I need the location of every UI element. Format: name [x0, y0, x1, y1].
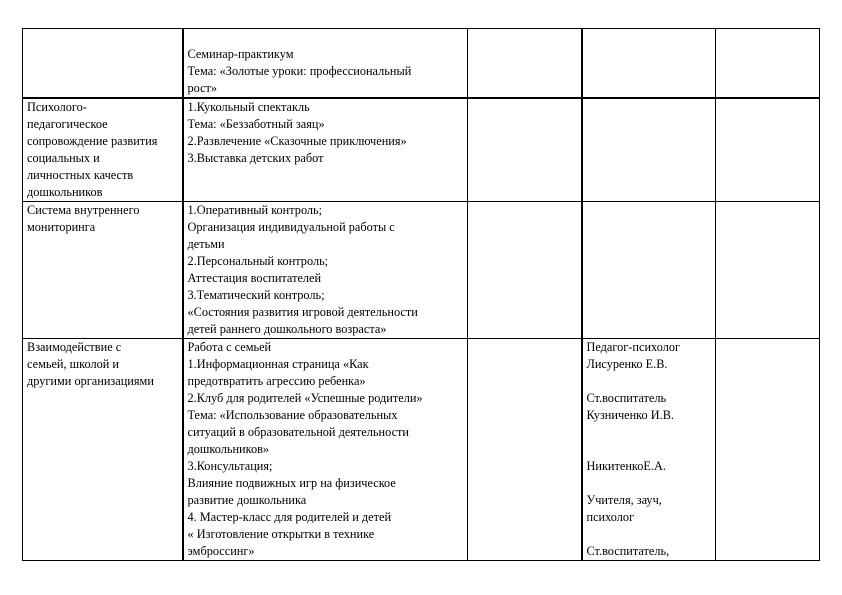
table-row — [23, 202, 820, 339]
cell-text-line — [587, 526, 714, 543]
empty-cell — [716, 29, 820, 99]
plan-table — [22, 28, 820, 561]
cell-text-line: Тема: «Использование образовательных — [187, 408, 398, 422]
content-cell — [183, 202, 468, 339]
cell-text-line: 2.Персональный контроль; — [187, 254, 329, 268]
table-row — [23, 29, 820, 99]
cell-text-line: 4. Мастер-класс для родителей и детей — [187, 510, 392, 524]
content-cell — [183, 29, 468, 99]
cell-text-line: 2.Развлечение «Сказочные приключения» — [187, 134, 407, 148]
cell-text-line: сопровождение развития — [27, 134, 158, 148]
cell-text-line: личностных качеств — [27, 168, 134, 182]
content-cell — [183, 339, 468, 561]
empty-cell — [716, 339, 820, 561]
cell-text-line: 2.Клуб для родителей «Успешные родители» — [187, 391, 423, 405]
responsible-cell — [582, 202, 716, 339]
cell-text-line: детьми — [187, 237, 225, 251]
cell-text-line: семьей, школой и — [27, 357, 119, 371]
cell-text-line: НикитенкоЕ.А. — [586, 459, 666, 473]
empty-cell — [468, 202, 582, 339]
direction-cell — [23, 29, 183, 99]
cell-text-line: Лисуренко Е.В. — [586, 357, 668, 371]
cell-text-line: дошкольников — [27, 185, 103, 199]
cell-text-line: психолог — [586, 510, 635, 524]
cell-text-line: «Состояния развития игровой деятельности — [187, 305, 418, 319]
cell-text-line: педагогическое — [27, 117, 108, 131]
cell-text-line: Система внутреннего — [27, 203, 140, 217]
cell-text-line: мониторинга — [27, 220, 96, 234]
cell-text-line: Организация индивидуальной работы с — [187, 220, 395, 234]
cell-text-line: Педагог-психолог — [586, 340, 681, 354]
direction-cell — [23, 98, 183, 202]
empty-cell — [716, 98, 820, 202]
cell-text-line: Тема: «Золотые уроки: профессиональный — [187, 64, 412, 78]
empty-cell — [468, 98, 582, 202]
cell-text-line: Психолого- — [27, 100, 87, 114]
cell-text-line — [587, 475, 714, 492]
cell-text-line — [587, 424, 714, 441]
cell-text-line: Семинар-практикум — [187, 47, 294, 61]
cell-text-line: 1.Оперативный контроль; — [187, 203, 323, 217]
cell-text-line: 3.Консультация; — [187, 459, 273, 473]
table-row — [23, 98, 820, 202]
cell-text-line: предотвратить агрессию ребенка» — [187, 374, 366, 388]
cell-text-line: Взаимодействие с — [27, 340, 122, 354]
cell-text-line: Аттестация воспитателей — [187, 271, 322, 285]
responsible-cell — [582, 339, 716, 561]
cell-text-line: Ст.воспитатель, — [586, 544, 670, 558]
cell-text-line: эмброссинг» — [187, 544, 255, 558]
cell-text-line: Влияние подвижных игр на физическое — [187, 476, 396, 490]
cell-text-line: Кузниченко И.В. — [586, 408, 674, 422]
cell-text-line: Работа с семьей — [187, 340, 272, 354]
content-cell — [183, 98, 468, 202]
empty-cell — [468, 339, 582, 561]
cell-text-line: Ст.воспитатель — [586, 391, 667, 405]
cell-text-line: 1.Кукольный спектакль — [187, 100, 310, 114]
responsible-cell — [582, 98, 716, 202]
responsible-cell — [582, 29, 716, 99]
direction-cell — [23, 202, 183, 339]
cell-text-line: рост» — [187, 81, 218, 95]
cell-text-line — [587, 441, 714, 458]
empty-cell — [468, 29, 582, 99]
cell-text-line: социальных и — [27, 151, 100, 165]
cell-text-line — [188, 29, 466, 46]
cell-text-line: Учителя, зауч, — [586, 493, 662, 507]
cell-text-line: другими организациями — [27, 374, 154, 388]
cell-text-line: детей раннего дошкольного возраста» — [187, 322, 387, 336]
cell-text-line: ситуаций в образовательной деятельности — [187, 425, 409, 439]
cell-text-line: развитие дошкольника — [187, 493, 307, 507]
cell-text-line: дошкольников» — [187, 442, 270, 456]
cell-text-line — [587, 373, 714, 390]
direction-cell — [23, 339, 183, 561]
empty-cell — [716, 202, 820, 339]
table-row — [23, 339, 820, 561]
cell-text-line: Тема: «Беззаботный заяц» — [187, 117, 325, 131]
cell-text-line: 3.Выставка детских работ — [187, 151, 324, 165]
cell-text-line: 3.Тематический контроль; — [187, 288, 325, 302]
cell-text-line: 1.Информационная страница «Как — [187, 357, 369, 371]
cell-text-line: « Изготовление открытки в технике — [187, 527, 375, 541]
